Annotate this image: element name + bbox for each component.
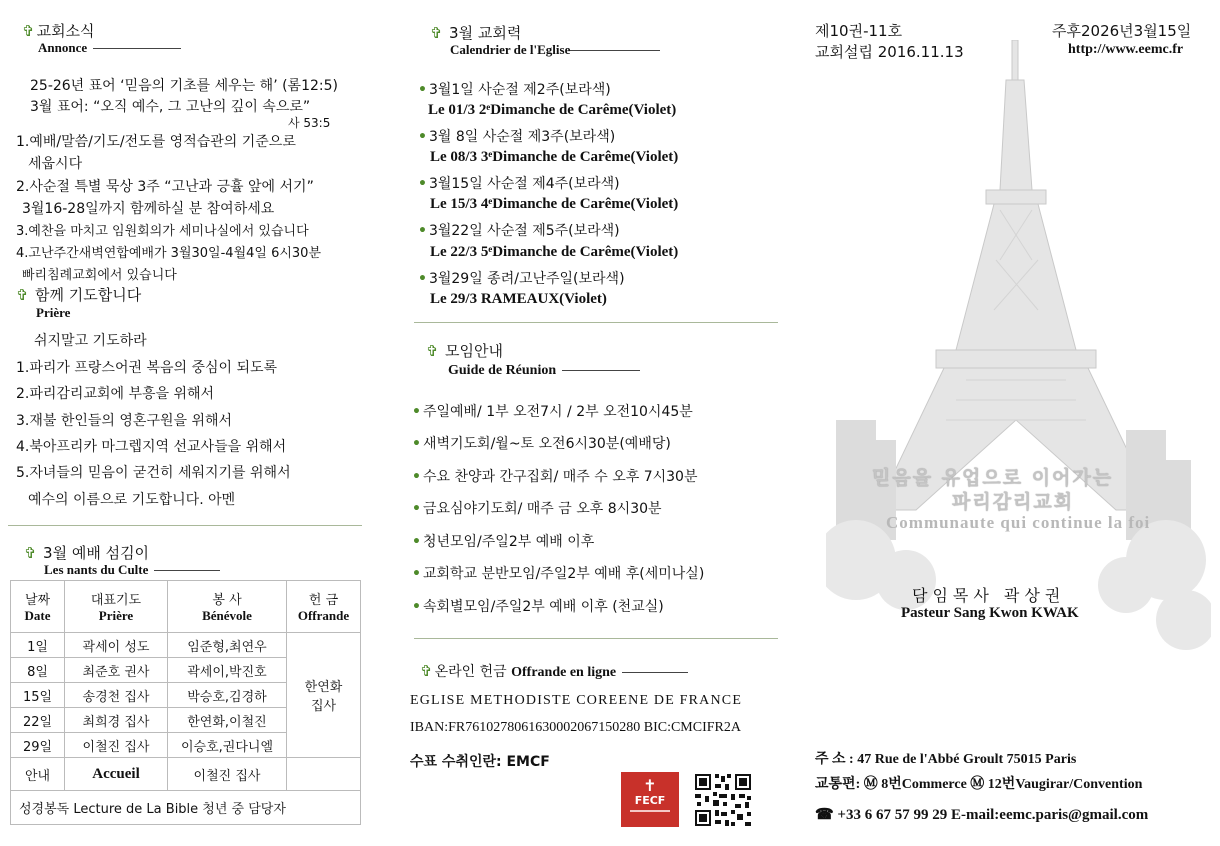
prayer-line: 2.파리감리교회에 부흥을 위해서 [16, 386, 215, 402]
contact[interactable]: ☎ +33 6 67 57 99 29 E-mail:eemc.paris@gmail.com [815, 807, 1149, 823]
news-line: 2.사순절 특별 묵상 3주 “고난과 긍휼 앞에 서기” [16, 179, 314, 195]
dot-icon: • [418, 271, 427, 287]
divider [8, 525, 362, 526]
row-prayer: 곽세이 성도 [65, 633, 168, 658]
row-date: 15일 [11, 683, 65, 708]
divider [93, 48, 181, 49]
divider [622, 672, 688, 673]
news-line: 3월16-28일까지 함께하실 분 참여하세요 [22, 201, 275, 217]
iban: IBAN:FR7610278061630002067150280 BIC:CMCIFR2A [410, 720, 741, 735]
meeting-item: • 속회별모임/주일2부 예배 이후 (천교실) [412, 599, 664, 615]
row-volunteer: 박승호,김경하 [168, 683, 287, 708]
cross-logo-icon: ✝ [643, 776, 657, 795]
meeting-item: • 청년모임/주일2부 예배 이후 [412, 534, 595, 550]
cross-icon: ✞ [420, 662, 433, 680]
offering-subtitle: Offrande en ligne [511, 665, 617, 680]
divider [154, 570, 220, 571]
bible-reading: 성경봉독 Lecture de La Bible 청년 중 담당자 [11, 791, 361, 825]
calendar-item-fr: Le 08/3 3ᵉDimanche de Carême(Violet) [430, 149, 679, 165]
meetings-title: 모임안내 [445, 342, 503, 360]
prayer-heading [16, 284, 141, 305]
row-prayer: 최희경 집사 [65, 708, 168, 733]
row-volunteer: 곽세이,박진호 [168, 658, 287, 683]
address: 주 소 : 47 Rue de l'Abbé Groult 75015 Paris [815, 752, 1077, 767]
offering-heading [420, 661, 688, 681]
news-line: 3.예찬을 마치고 임원회의가 세미나실에서 있습니다 [16, 224, 309, 239]
divider [570, 50, 660, 51]
meeting-item: • 수요 찬양과 간구집회/ 매주 수 오후 7시30분 [412, 469, 698, 485]
qr-code-icon[interactable] [693, 772, 753, 828]
guide-name: 이철진 집사 [168, 758, 287, 791]
header-volunteer-fr: Bénévole [202, 608, 252, 623]
row-prayer: 송경천 집사 [65, 683, 168, 708]
dot-icon: • [412, 404, 421, 420]
guide-fr: Accueil [65, 758, 168, 791]
prayer-line: 1.파리가 프랑스어권 복음의 중심이 되도록 [16, 360, 278, 376]
calendar-title: 3월 교회력 [449, 24, 522, 42]
dot-icon: • [412, 469, 421, 485]
website-link[interactable]: http://www.eemc.fr [1068, 42, 1184, 57]
news-line: 1.예배/말씀/기도/전도를 영적습관의 기준으로 [16, 134, 296, 150]
prayer-line: 3.재불 한인들의 영혼구원을 위해서 [16, 413, 233, 429]
calendar-item-ko: • 3월15일 사순절 제4주(보라색) [418, 176, 620, 192]
row-prayer: 이철진 집사 [65, 733, 168, 758]
row-volunteer: 한연화,이철진 [168, 708, 287, 733]
dot-icon: • [418, 223, 427, 239]
cross-icon: ✞ [426, 342, 439, 360]
pastor-fr: Pasteur Sang Kwon KWAK [901, 605, 1079, 621]
logo-text: FECF [634, 794, 666, 807]
divider [414, 322, 778, 323]
bank-name: EGLISE METHODISTE COREENE DE FRANCE [410, 693, 743, 708]
prayer-title: 함께 기도합니다 [35, 286, 142, 304]
prayer-subtitle: Prière [36, 305, 71, 320]
meeting-item: • 주일예배/ 1부 오전7시 / 2부 오전10시45분 [412, 404, 693, 420]
transport: 교통편: Ⓜ 8번Commerce Ⓜ 12번Vaugirar/Convention [815, 777, 1143, 792]
calendar-item-fr: Le 15/3 4ᵉDimanche de Carême(Violet) [430, 196, 679, 212]
calendar-item-ko: • 3월 8일 사순절 제3주(보라색) [418, 129, 616, 145]
table-row [11, 633, 361, 658]
offering-title: 온라인 헌금 [434, 664, 507, 680]
dot-icon: • [418, 129, 427, 145]
news-title: 교회소식 [36, 22, 95, 40]
founded-date: 교회설립 2016.11.13 [815, 43, 964, 61]
calendar-item-fr: Le 01/3 2ᵉDimanche de Carême(Violet) [428, 102, 677, 118]
cross-icon: ✞ [24, 544, 37, 562]
header-offering-fr: Offrande [297, 608, 350, 623]
divider [414, 638, 778, 639]
cross-icon: ✞ [16, 286, 29, 304]
header-volunteer-ko: 봉 사 [212, 593, 242, 608]
meetings-heading [426, 340, 503, 361]
news-line: 사 53:5 [288, 116, 331, 130]
check-payee: 수표 수취인란: EMCF [410, 754, 550, 770]
news-line: 25-26년 표어 ‘믿음의 기초를 세우는 해’ (롬12:5) [30, 78, 338, 94]
header-offering-ko: 헌 금 [308, 593, 339, 608]
news-line: 4.고난주간새벽연합예배가 3월30일-4월4일 6시30분 [16, 246, 322, 261]
dot-icon: • [418, 176, 427, 192]
meeting-item: • 금요심야기도회/ 매주 금 오후 8시30분 [412, 501, 662, 517]
row-volunteer: 임준형,최연우 [168, 633, 287, 658]
calendar-item-ko: • 3월22일 사순절 제5주(보라색) [418, 223, 620, 239]
servants-subtitle: Les nants du Culte [44, 562, 149, 577]
header-date-fr: Date [24, 608, 51, 623]
cross-icon: ✞ [22, 22, 35, 40]
meeting-item: • 새벽기도회/월~토 오전6시30분(예배당) [412, 436, 671, 452]
row-date: 29일 [11, 733, 65, 758]
header-prayer-fr: Prière [98, 608, 134, 623]
header-date-ko: 날짜 [24, 593, 51, 608]
calendar-subtitle: Calendrier de l'Eglise [450, 42, 571, 57]
news-subtitle: Annonce [38, 40, 88, 55]
dot-icon: • [412, 534, 421, 550]
row-prayer: 최준호 권사 [65, 658, 168, 683]
calendar-item-ko: • 3월1일 사순절 제2주(보라색) [418, 82, 611, 98]
calendar-heading [430, 22, 521, 43]
prayer-line: 예수의 이름으로 기도합니다. 아멘 [28, 492, 236, 508]
dot-icon: • [412, 599, 421, 615]
prayer-line: 4.북아프리카 마그렙지역 선교사들을 위해서 [16, 439, 287, 455]
volume-number: 제10권-11호 [815, 22, 903, 40]
row-date: 1일 [11, 633, 65, 658]
motto-ko-1: 믿음을 유업으로 이어가는 [872, 467, 1114, 489]
dot-icon: • [412, 566, 421, 582]
motto-ko-2: 파리감리교회 [952, 491, 1075, 513]
row-date: 8일 [11, 658, 65, 683]
dot-icon: • [418, 82, 427, 98]
servants-heading [24, 542, 149, 563]
divider [562, 370, 640, 371]
table-row [11, 791, 361, 825]
row-date: 22일 [11, 708, 65, 733]
guide-label: 안내 [11, 758, 65, 791]
motto-fr: Communaute qui continue la foi [886, 513, 1151, 532]
servants-table [10, 580, 361, 825]
dot-icon: • [412, 436, 421, 452]
meetings-subtitle: Guide de Réunion [448, 363, 557, 378]
servants-title: 3월 예배 섬김이 [43, 544, 150, 562]
prayer-line: 쉬지말고 기도하라 [34, 333, 147, 349]
fecf-logo [621, 772, 679, 827]
dot-icon: • [412, 501, 421, 517]
meeting-item: • 교회학교 분반모임/주일2부 예배 후(세미나실) [412, 566, 705, 582]
issue-date: 주후2026년3월15일 [1052, 22, 1192, 40]
table-row [11, 758, 361, 791]
calendar-item-ko: • 3월29일 종려/고난주일(보라색) [418, 271, 625, 287]
pastor-ko: 담임목사 곽상권 [912, 586, 1066, 605]
prayer-line: 5.자녀들의 믿음이 굳건히 세워지기를 위해서 [16, 465, 291, 481]
row-offering: 한연화 집사 [287, 633, 361, 758]
calendar-item-fr: Le 22/3 5ᵉDimanche de Carême(Violet) [430, 244, 679, 260]
news-line: 3월 표어: “오직 예수, 그 고난의 깊이 속으로” [30, 99, 311, 115]
cross-icon: ✞ [430, 24, 443, 42]
news-heading [22, 20, 95, 41]
table-header-row [11, 581, 361, 633]
news-line: 빠리침례교회에서 있습니다 [22, 268, 177, 283]
news-line: 세웁시다 [28, 156, 83, 172]
calendar-item-fr: Le 29/3 RAMEAUX(Violet) [430, 291, 607, 307]
row-volunteer: 이승호,권다니엘 [168, 733, 287, 758]
header-prayer-ko: 대표기도 [90, 593, 142, 608]
